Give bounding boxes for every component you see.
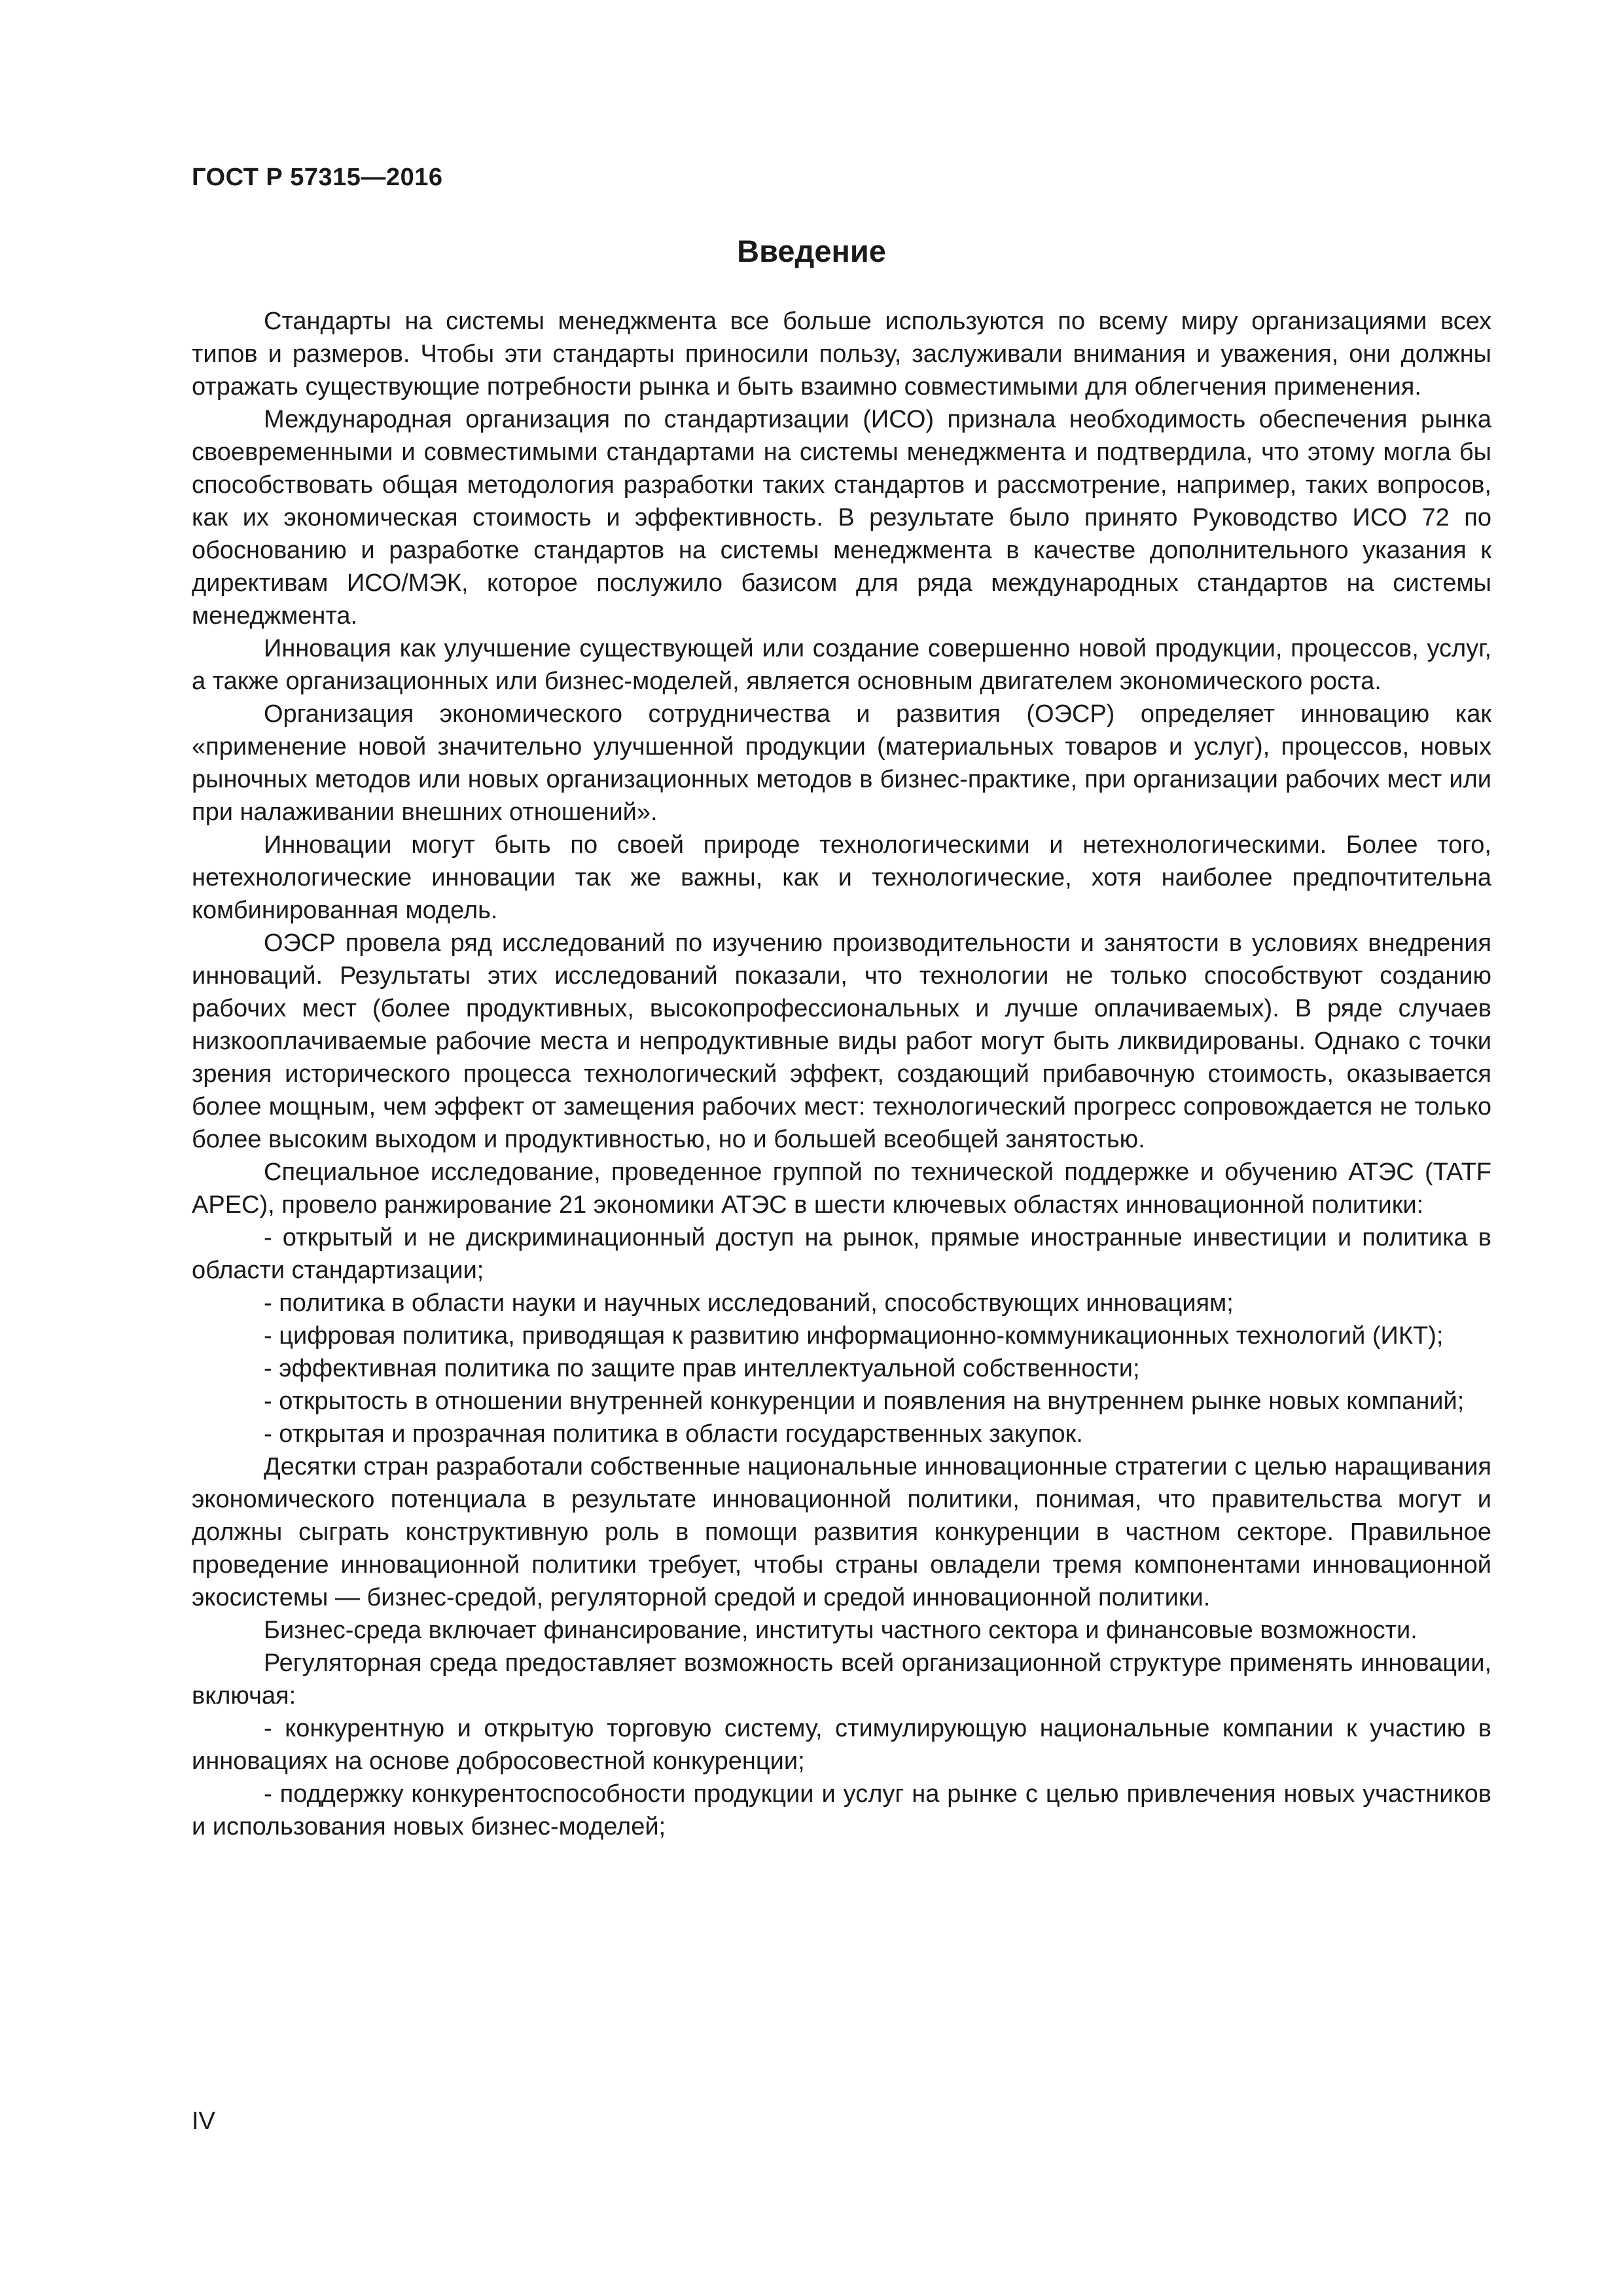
- list-item: - поддержку конкурентоспособности продукции и услуг на рынке с целью привлечения новых участников и использования новых бизнес-моделей;: [192, 1780, 1491, 1840]
- list-item: - открытость в отношении внутренней конкуренции и появления на внутреннем рынке новых компаний;: [264, 1388, 1465, 1415]
- list-item: - политика в области науки и научных исследований, способствующих инновациям;: [264, 1289, 1234, 1317]
- paragraph: Специальное исследование, проведенное группой по технической поддержке и обучению АТЭС (TATF APEC), провело ранжирование 21 экономики АТЭС в шести ключевых областях инновационной политики:: [192, 1158, 1491, 1219]
- page-number: IV: [192, 2108, 215, 2135]
- paragraph: Организация экономического сотрудничества и развития (ОЭСР) определяет инновацию как «применение новой значительно улучшенной продукции (материальных товаров и услуг), процессов, новых рыночных методов или новых организационных методов в бизнес-практике, при организации рабочих мест или при налаживании внешних отношений».: [192, 700, 1491, 826]
- section-title: Введение: [737, 234, 886, 268]
- paragraph: Десятки стран разработали собственные национальные инновационные стратегии с целью наращивания экономического потенциала в результате инновационной политики, понимая, что правительства могут и должны сыграть конструктивную роль в помощи развития конкуренции в частном секторе. Правильное проведение инновационной политики требует, чтобы страны овладели тремя компонентами инновационной экосистемы — бизнес-средой, регуляторной средой и средой инновационной политики.: [192, 1453, 1491, 1611]
- list-item: - цифровая политика, приводящая к развитию информационно-коммуникационных технологий (ИКТ);: [264, 1322, 1444, 1350]
- list-item: - эффективная политика по защите прав интеллектуальной собственности;: [264, 1355, 1140, 1382]
- paragraph: Стандарты на системы менеджмента все больше используются по всему миру организациями всех типов и размеров. Чтобы эти стандарты приносили пользу, заслуживали внимания и уважения, они должны отражать существующие потребности рынка и быть взаимно совместимыми для облегчения применения.: [192, 308, 1491, 401]
- document-body: [192, 305, 1491, 1843]
- paragraph: Инновации могут быть по своей природе технологическими и нетехнологическими. Более того, нетехнологические инновации так же важны, как и технологические, хотя наиболее предпочтительна комбинированная модель.: [192, 831, 1491, 924]
- paragraph: ОЭСР провела ряд исследований по изучению производительности и занятости в условиях внедрения инноваций. Результаты этих исследований показали, что технологии не только способствуют созданию рабочих мест (более продуктивных, высокопрофессиональных и лучше оплачиваемых). В ряде случаев низкооплачиваемые рабочие места и непродуктивные виды работ могут быть ликвидированы. Однако с точки зрения исторического процесса технологический эффект, создающий прибавочную стоимость, оказывается более мощным, чем эффект от замещения рабочих мест: технологический прогресс сопровождается не только более высоким выходом и продуктивностью, но и большей всеобщей занятостью.: [192, 929, 1491, 1153]
- paragraph: Инновация как улучшение существующей или создание совершенно новой продукции, процессов, услуг, а также организационных или бизнес-моделей, является основным двигателем экономического роста.: [192, 635, 1491, 695]
- list-item: - конкурентную и открытую торговую систему, стимулирующую национальные компании к участию в инновациях на основе добросовестной конкуренции;: [192, 1715, 1491, 1775]
- paragraph: Регуляторная среда предоставляет возможность всей организационной структуре применять инновации, включая:: [192, 1649, 1491, 1710]
- paragraph: Бизнес-среда включает финансирование, институты частного сектора и финансовые возможности.: [264, 1617, 1418, 1644]
- list-item: - открытая и прозрачная политика в области государственных закупок.: [264, 1420, 1083, 1448]
- document-code: ГОСТ Р 57315—2016: [192, 164, 443, 191]
- paragraph: Международная организация по стандартизации (ИСО) признала необходимость обеспечения рынка своевременными и совместимыми стандартами на системы менеджмента и подтвердила, что этому могла бы способствовать общая методология разработки таких стандартов и рассмотрение, например, таких вопросов, как их экономическая стоимость и эффективность. В результате было принято Руководство ИСО 72 по обоснованию и разработке стандартов на системы менеджмента в качестве дополнительного указания к директивам ИСО/МЭК, которое послужило базисом для ряда международных стандартов на системы менеджмента.: [192, 406, 1491, 630]
- list-item: - открытый и не дискриминационный доступ на рынок, прямые иностранные инвестиции и политика в области стандартизации;: [192, 1224, 1491, 1284]
